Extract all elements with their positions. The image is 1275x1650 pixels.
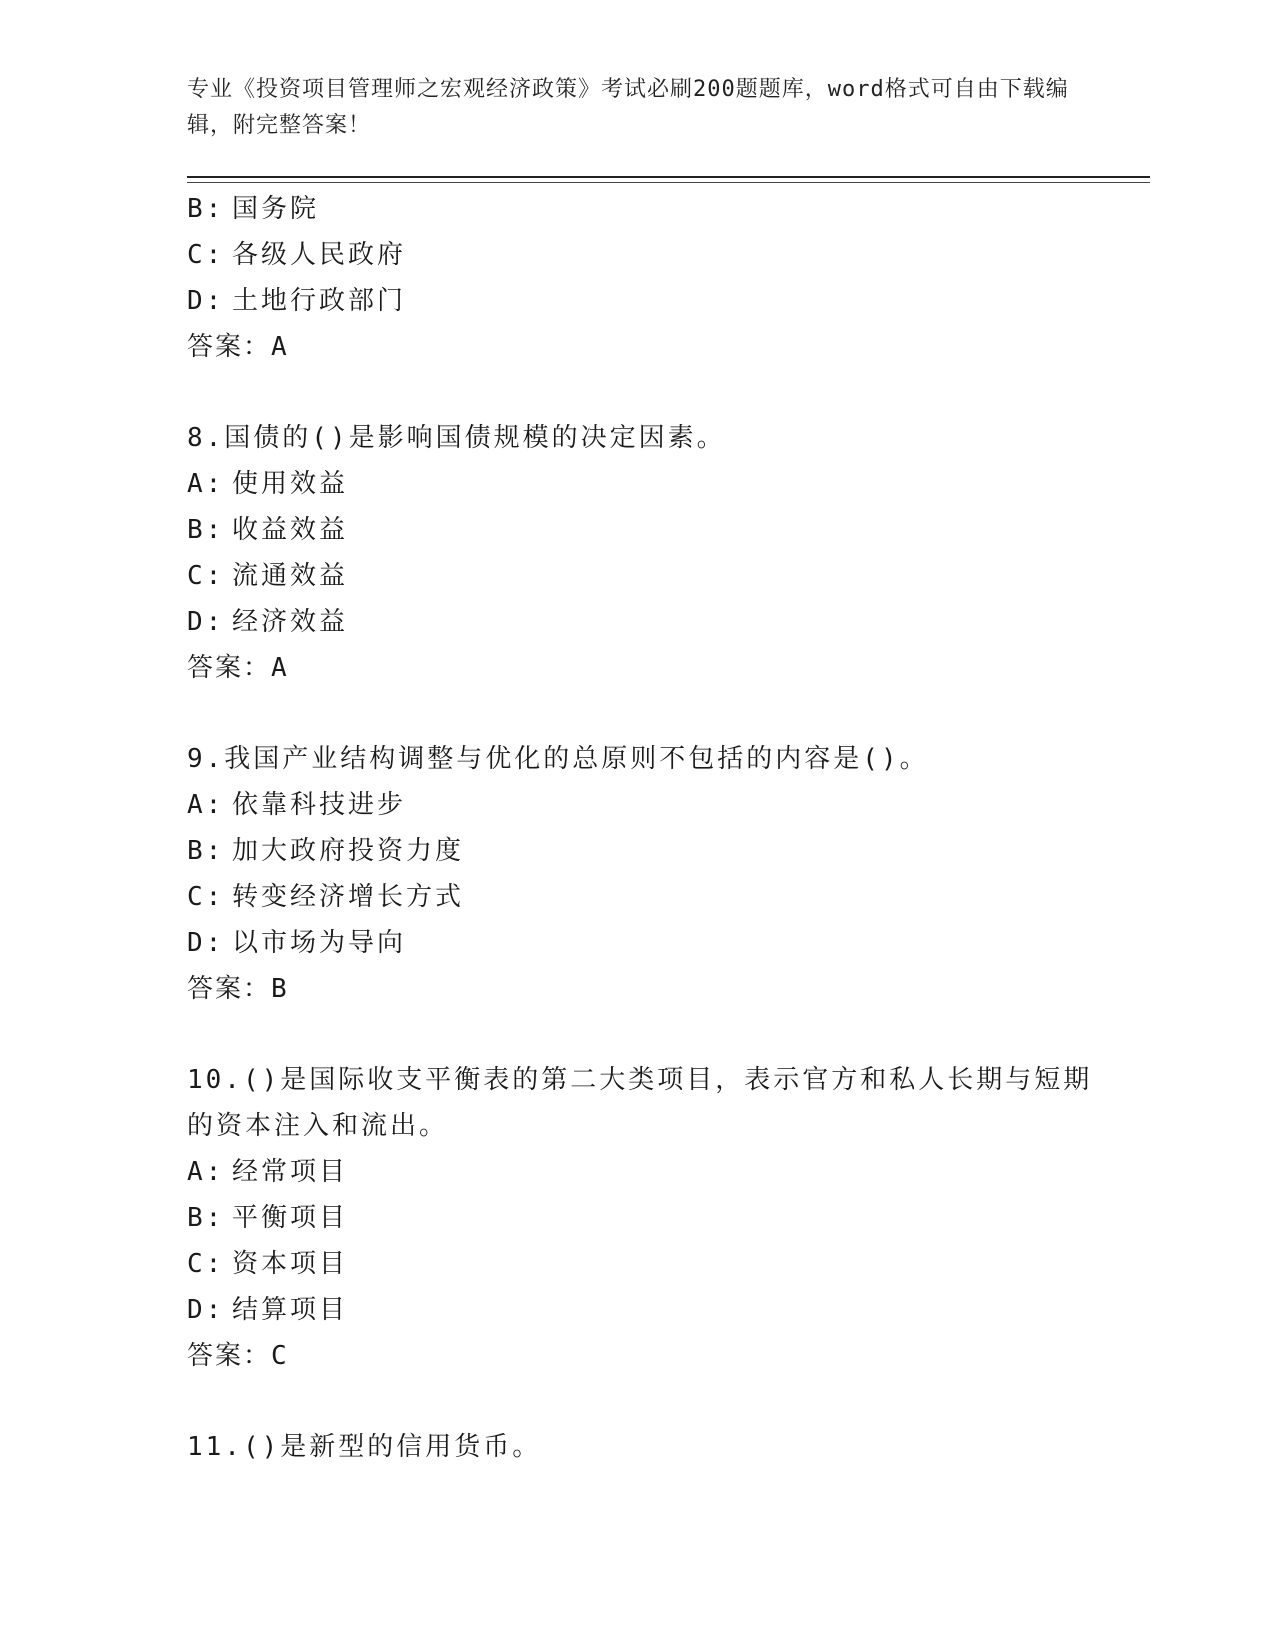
option-letter: D: [187, 928, 225, 958]
spacer [187, 1012, 1087, 1057]
option-c [187, 874, 1087, 920]
answer-line [187, 1333, 1087, 1379]
answer-line [187, 645, 1087, 691]
option-a [187, 1149, 1087, 1195]
option-letter: C: [187, 882, 225, 912]
option-text: 以市场为导向 [232, 928, 407, 958]
answer-label: 答案： [187, 1341, 272, 1371]
header-divider-thin [187, 182, 1150, 183]
option-letter: A: [187, 790, 225, 820]
option-text: 国务院 [232, 194, 320, 224]
answer-value: A [271, 653, 289, 683]
question-text: 8.国债的()是影响国债规模的决定因素。 [187, 423, 726, 453]
question-block-11 [187, 1424, 1087, 1470]
option-letter: D: [187, 607, 225, 637]
option-b [187, 186, 1087, 232]
answer-line [187, 324, 1087, 370]
option-c [187, 1241, 1087, 1287]
option-text: 依靠科技进步 [232, 790, 407, 820]
option-d [187, 1287, 1087, 1333]
option-text: 平衡项目 [232, 1203, 349, 1233]
option-b [187, 507, 1087, 553]
answer-line [187, 966, 1087, 1012]
spacer [187, 370, 1087, 415]
option-text: 转变经济增长方式 [232, 882, 465, 912]
option-c [187, 553, 1087, 599]
option-text: 经济效益 [232, 607, 349, 637]
option-text: 使用效益 [232, 469, 349, 499]
option-text: 各级人民政府 [232, 240, 407, 270]
option-letter: C: [187, 240, 225, 270]
header-divider-thick [187, 176, 1150, 178]
option-text: 结算项目 [232, 1295, 349, 1325]
spacer [187, 691, 1087, 736]
question-block-continued [187, 186, 1087, 370]
answer-value: A [271, 332, 289, 362]
option-letter: D: [187, 1295, 225, 1325]
option-d [187, 599, 1087, 645]
question-text: 9.我国产业结构调整与优化的总原则不包括的内容是()。 [187, 744, 929, 774]
option-d [187, 278, 1087, 324]
spacer [187, 1379, 1087, 1424]
question-text-line-1: 10.()是国际收支平衡表的第二大类项目，表示官方和私人长期与短期 [187, 1065, 1093, 1095]
option-text: 资本项目 [232, 1249, 349, 1279]
option-letter: C: [187, 1249, 225, 1279]
option-text: 经常项目 [232, 1157, 349, 1187]
question-block-10 [187, 1057, 1093, 1379]
answer-label: 答案： [187, 332, 272, 362]
option-letter: C: [187, 561, 225, 591]
document-header: 专业《投资项目管理师之宏观经济政策》考试必刷200题题库，word格式可自由下载编辑，附完整答案！ [187, 77, 1069, 138]
option-c [187, 232, 1087, 278]
option-b [187, 828, 1087, 874]
option-letter: D: [187, 286, 225, 316]
answer-value: C [271, 1341, 289, 1371]
option-text: 土地行政部门 [232, 286, 407, 316]
answer-label: 答案： [187, 974, 272, 1004]
option-letter: B: [187, 836, 225, 866]
option-letter: B: [187, 1203, 225, 1233]
question-text: 11.()是新型的信用货币。 [187, 1432, 542, 1462]
option-letter: A: [187, 469, 225, 499]
option-text: 收益效益 [232, 515, 349, 545]
option-letter: A: [187, 1157, 225, 1187]
answer-value: B [271, 974, 289, 1004]
question-list [187, 186, 1093, 1470]
option-a [187, 782, 1087, 828]
answer-label: 答案： [187, 653, 272, 683]
question-text-line-2: 的资本注入和流出。 [187, 1111, 449, 1141]
question-block-9 [187, 736, 1087, 1012]
option-a [187, 461, 1087, 507]
option-text: 流通效益 [232, 561, 349, 591]
option-d [187, 920, 1087, 966]
option-text: 加大政府投资力度 [232, 836, 465, 866]
option-b [187, 1195, 1087, 1241]
option-letter: B: [187, 515, 225, 545]
question-block-8 [187, 415, 1087, 691]
option-letter: B: [187, 194, 225, 224]
